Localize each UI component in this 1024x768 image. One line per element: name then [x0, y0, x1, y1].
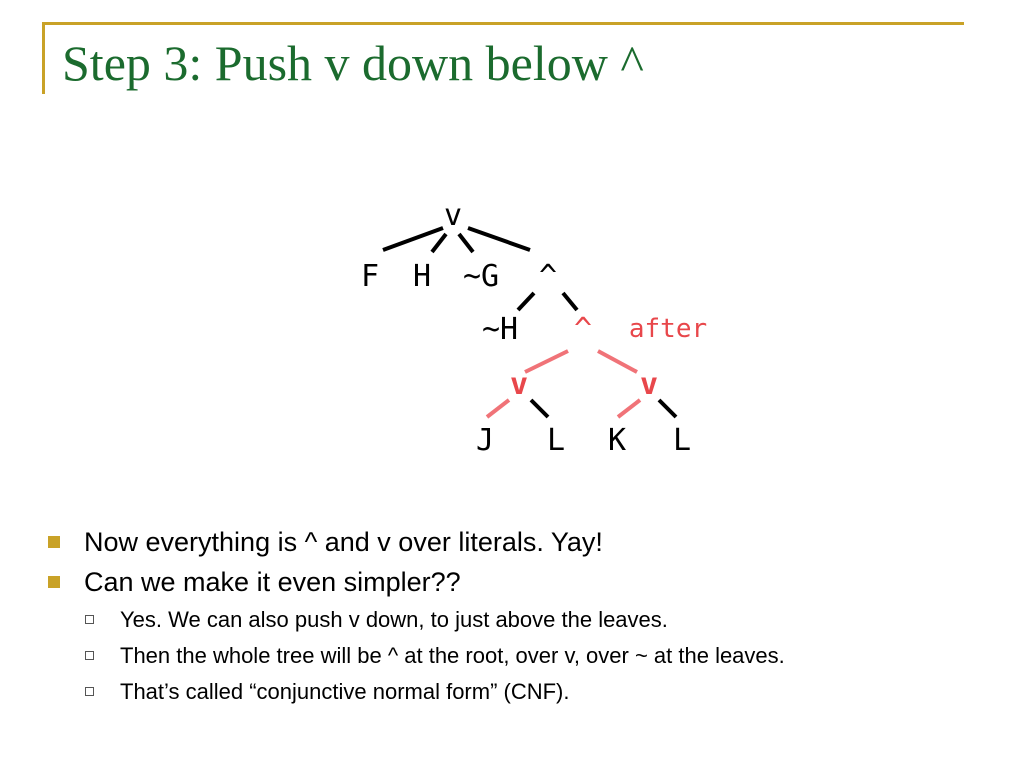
edge-or-left-l [531, 400, 548, 417]
node-not-h: ~H [481, 312, 519, 347]
sub-bullet-text: Yes. We can also push v down, to just above the leaves. [120, 607, 668, 632]
node-f: F [360, 259, 380, 294]
hollow-square-bullet-icon [85, 615, 94, 624]
bullet-item [48, 562, 1008, 602]
node-not-g: ~G [462, 259, 500, 294]
leaf-l-left: L [546, 423, 566, 458]
after-label: after [628, 314, 708, 344]
leaf-k: K [607, 423, 627, 458]
bullet-list [48, 522, 1008, 710]
sub-bullet-text: That’s called “conjunctive normal form” (CNF). [120, 679, 570, 704]
edge-and2-or-left [525, 351, 568, 372]
node-and-red: ^ [573, 312, 593, 347]
square-bullet-icon [48, 536, 60, 548]
bullet-text: Can we make it even simpler?? [84, 567, 461, 597]
bullet-item [48, 522, 1008, 562]
node-root-or: v [443, 198, 463, 233]
edge-or-right-k [618, 400, 640, 417]
edge-and-noth [518, 293, 534, 310]
edge-or-right-l [659, 400, 676, 417]
hollow-square-bullet-icon [85, 687, 94, 696]
edge-root-and [468, 228, 530, 250]
sub-bullet-text: Then the whole tree will be ^ at the root, over v, over ~ at the leaves. [120, 643, 785, 668]
edge-or-left-j [487, 400, 509, 417]
leaf-l-right: L [672, 423, 692, 458]
square-bullet-icon [48, 576, 60, 588]
bullet-text: Now everything is ^ and v over literals. Yay! [84, 527, 603, 557]
leaf-j: J [475, 423, 495, 458]
sub-bullet-item [48, 638, 1008, 674]
sub-bullet-item [48, 674, 1008, 710]
sub-bullet-item [48, 602, 1008, 638]
node-or-right: v [639, 367, 659, 402]
edge-and-and2 [563, 293, 577, 310]
node-h: H [412, 259, 432, 294]
slide-title: Step 3: Push v down below ^ [62, 35, 644, 91]
node-and: ^ [538, 259, 558, 294]
edge-root-notg [459, 234, 473, 252]
node-or-left: v [509, 367, 529, 402]
hollow-square-bullet-icon [85, 651, 94, 660]
edge-and2-or-right [598, 351, 637, 372]
edge-root-h [432, 234, 446, 252]
